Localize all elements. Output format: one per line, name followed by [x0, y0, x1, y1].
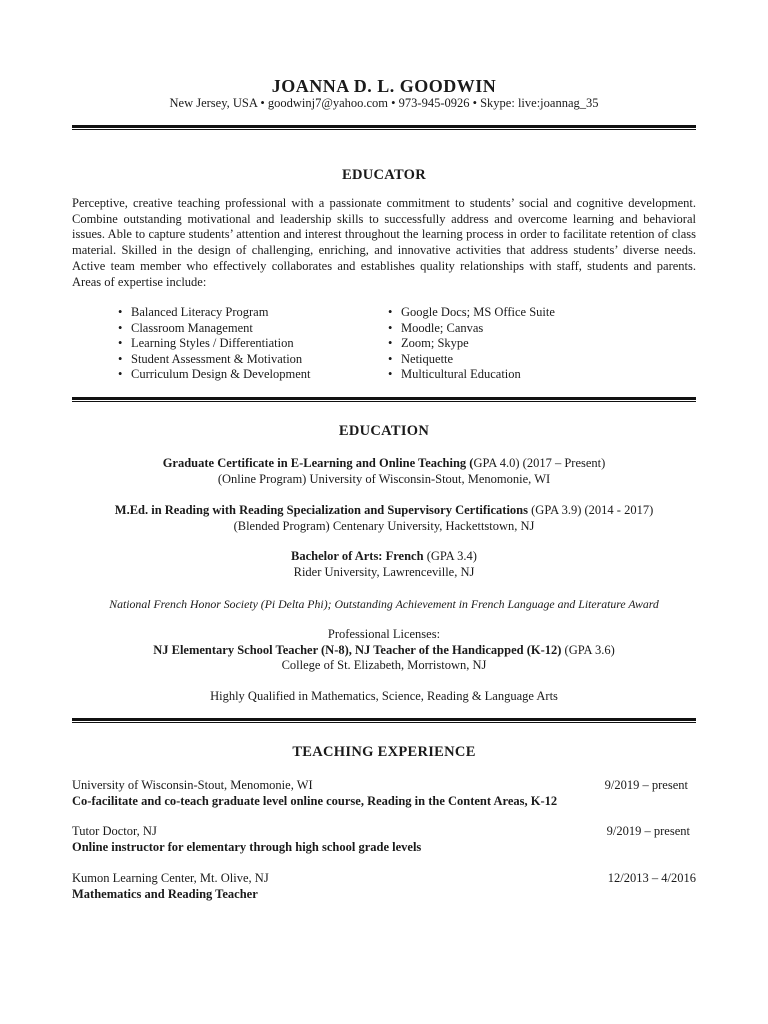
bullet-icon: •	[118, 351, 123, 366]
bullet-icon: •	[388, 336, 393, 351]
bullet-icon: •	[388, 305, 393, 319]
profile-summary: Perceptive, creative teaching professional with a passionate commitment to students’ social and cognitive development. Combine outstanding motivational and leadership skills to successfully address and overcome learning and behavioral issues. Able to capture students’ attention and interest throughout the learning process in order to facilitate retention of class material. Skilled in the design of challenging, enriching, and innovative activities that address students’ diverse needs. Active team member who effectively collaborates and establishes quality relationships with staff, students and parents. Areas of expertise include:	[72, 196, 696, 289]
bullet-icon: •	[388, 367, 393, 382]
bullet-icon: •	[118, 367, 123, 382]
bullet-icon: •	[118, 320, 123, 335]
education-entry	[0, 549, 768, 580]
job-dates: 9/2019 – present	[606, 824, 690, 838]
list-item: • Netiquette	[388, 351, 454, 366]
bullet-icon: •	[118, 305, 123, 319]
education-entry	[0, 503, 768, 534]
expertise-column-right	[388, 305, 555, 383]
job-title: Online instructor for elementary through high school grade levels	[72, 840, 422, 854]
licenses-title: NJ Elementary School Teacher (N-8), NJ Teacher of the Handicapped (K-12)	[153, 642, 562, 657]
job-dates: 9/2019 – present	[604, 778, 688, 792]
job-entry	[72, 824, 696, 856]
qualified-line: Highly Qualified in Mathematics, Science, Reading & Language Arts	[210, 689, 558, 703]
school-line: (Blended Program) Centenary University, Hackettstown, NJ	[233, 518, 535, 533]
list-item: • Multicultural Education	[388, 367, 521, 382]
licenses-detail: (GPA 3.6)	[561, 642, 615, 657]
candidate-name: JOANNA D. L. GOODWIN	[271, 76, 497, 96]
degree-detail: (GPA 3.4)	[423, 549, 477, 563]
honors-line: National French Honor Society (Pi Delta Phi); Outstanding Achievement in French Language and Literature Award	[109, 597, 659, 611]
list-item: • Learning Styles / Differentiation	[118, 336, 294, 351]
bullet-icon: •	[388, 320, 393, 335]
job-title: Mathematics and Reading Teacher	[72, 887, 258, 901]
job-employer: Kumon Learning Center, Mt. Olive, NJ	[72, 871, 269, 885]
degree-title: Graduate Certificate in E-Learning and Online Teaching (	[162, 456, 474, 470]
degree-title: Bachelor of Arts: French	[291, 549, 424, 563]
job-entry	[72, 778, 696, 810]
job-dates: 12/2013 – 4/2016	[607, 871, 696, 885]
experience-heading: TEACHING EXPERIENCE	[292, 744, 476, 760]
contact-line: New Jersey, USA • goodwinj7@yahoo.com • 973-945-0926 • Skype: live:joannag_35	[169, 96, 599, 110]
profile-heading: EDUCATOR	[341, 167, 427, 183]
degree-detail: (GPA 3.9) (2014 - 2017)	[528, 503, 654, 517]
bullet-icon: •	[388, 351, 393, 366]
education-entry	[0, 456, 768, 487]
list-item: • Moodle; Canvas	[388, 320, 484, 335]
school-line: (Online Program) University of Wisconsin-Stout, Menomonie, WI	[217, 471, 551, 486]
list-item: • Classroom Management	[118, 320, 253, 335]
section-divider	[72, 718, 696, 723]
list-item: • Balanced Literacy Program	[118, 305, 269, 319]
expertise-column-left	[118, 305, 310, 383]
licenses-label: Professional Licenses:	[327, 627, 441, 641]
job-entry	[72, 871, 696, 903]
job-employer: University of Wisconsin-Stout, Menomonie, WI	[72, 778, 313, 792]
degree-title: M.Ed. in Reading with Reading Specialization and Supervisory Certifications	[114, 503, 528, 517]
section-divider	[72, 397, 696, 402]
bullet-icon: •	[118, 336, 123, 351]
list-item: • Student Assessment & Motivation	[118, 351, 303, 366]
list-item: • Google Docs; MS Office Suite	[388, 305, 555, 319]
job-employer: Tutor Doctor, NJ	[72, 824, 157, 838]
section-divider	[72, 125, 696, 130]
degree-detail: GPA 4.0) (2017 – Present)	[473, 456, 606, 470]
list-item: • Curriculum Design & Development	[118, 367, 311, 382]
school-line: College of St. Elizabeth, Morristown, NJ	[281, 658, 487, 673]
school-line: Rider University, Lawrenceville, NJ	[293, 564, 475, 579]
job-title: Co-facilitate and co-teach graduate level online course, Reading in the Content Areas, K-12	[72, 794, 558, 808]
licenses-block	[0, 627, 768, 674]
education-heading: EDUCATION	[338, 423, 430, 439]
list-item: • Zoom; Skype	[388, 336, 469, 351]
